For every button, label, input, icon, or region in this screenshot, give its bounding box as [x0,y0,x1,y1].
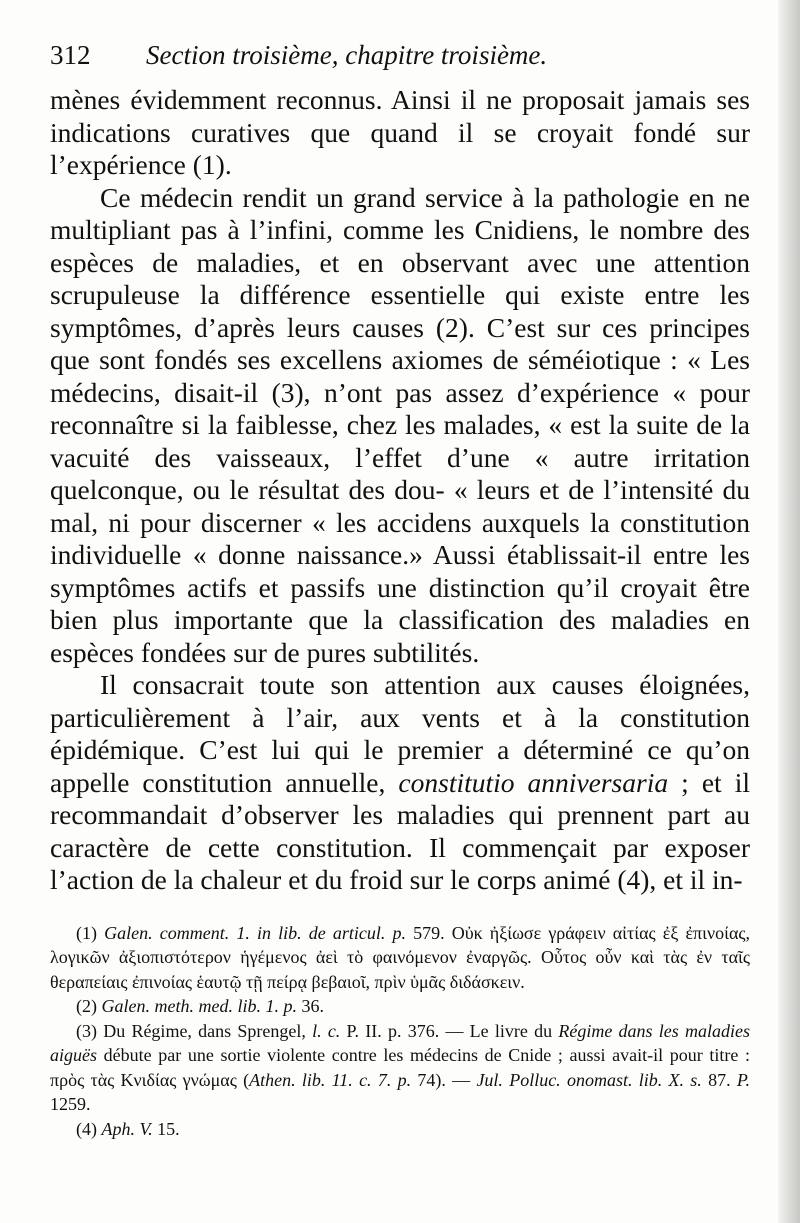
footnote-text-segment: Galen. meth. med. lib. 1. p. [101,996,297,1016]
footnote-text-segment: (2) [76,996,102,1016]
footnote-text-segment: 1259. [50,1094,91,1114]
page-number: 312 [50,40,91,70]
body-text [50,84,750,897]
footnote-text-segment: (1) [76,922,105,943]
page-edge-shadow [778,0,800,1223]
paragraph-1 [50,84,750,182]
paragraph-2 [50,182,750,670]
footnote-text-segment: Aph. V. [101,1118,153,1139]
footnote-text-segment: Athen. lib. 11. c. 7. p. [249,1069,412,1090]
footnotes [50,921,750,1142]
footnote-text-segment: débute par une sortie violente contre les médecins de Cnide ; aussi avait-il pour titre : πρὸς τὰς Κνιδίας γνώμας ( [50,1045,750,1090]
text-segment: Ce médecin rendit un grand service à la pathologie en ne multipliant pas à l’infini, comme les Cnidiens, le nombre des espèces de maladies, et en observant avec une attention scrupuleuse la différence essentielle qui existe entre les symptômes, d’après leurs causes (2). C’est sur ces principes que sont fondés ses excellens axiomes de séméiotique : « Les médecins, disait-il (3), n’ont pas assez d’expérience « pour reconnaître si la faiblesse, chez les malades, « est la suite de la vacuité des vaisseaux, l’effet d’une « autre irritation quelconque, ou le résultat des dou- « leurs et de l’intensité du mal, ni pour discerner « les accidens auxquels la constitution individuelle « donne naissance.» Aussi établissait-il entre les symptômes actifs et passifs une distinction qu’il croyait être bien plus importante que la classification des maladies en espèces fondées sur de pures subtilités. [50,181,750,668]
page-content [50,40,750,1141]
running-title: Section troisième, chapitre troisième. [146,40,548,70]
footnote-text-segment: 74). — [411,1069,477,1090]
paragraph-3 [50,669,750,897]
text-segment: mènes évidemment reconnus. Ainsi il ne proposait jamais ses indications curatives que quand il se croyait fondé sur l’expérience (1). [50,84,750,180]
footnote-text-segment: Régime dans les maladies aiguës [50,1020,750,1065]
footnote-text-segment: l. c. [312,1020,341,1041]
text-segment: ; et il recommandait d’observer les maladies qui prennent part au caractère de cette constitution. Il commençait par exposer l’action de la chaleur et du froid sur le corps animé (4), et il in- [50,766,750,895]
footnote-text-segment: 36. [296,996,324,1016]
footnote-text-segment: P. [736,1069,751,1090]
footnote-3 [50,1019,750,1117]
footnote-4 [50,1117,750,1142]
footnote-text-segment: (3) Du Régime, dans Sprengel, [76,1020,313,1041]
footnote-text-segment: Jul. Polluc. onomast. lib. X. s. [476,1069,702,1090]
text-segment: Il consacrait toute son attention aux causes éloignées, particulièrement à l’air, aux vents et à la constitution épidémique. C’est lui qui le premier a déterminé ce qu’on appelle constitution annuelle, [50,669,750,798]
footnote-text-segment: 87. [701,1069,737,1090]
footnote-1 [50,921,750,995]
footnote-text-segment: Galen. comment. 1. in lib. de articul. p. [104,922,406,943]
footnote-text-segment: (4) [76,1118,102,1139]
running-header [50,40,750,84]
footnote-text-segment: 15. [152,1118,180,1139]
footnote-2 [50,994,750,1019]
footnote-text-segment: 579. Οὐκ ἠξίωσε γράφειν αἰτίας ἐξ ἐπινοίας, λογικῶν ἀξιοπιστότερον ἡγέμενος ἀεὶ τὸ φαινόμενον ἐναργῶς. Οὗτος οὖν καὶ τὰς ἐν ταῖς θεραπείαις ἐπινοίας ἑαυτῷ τῇ πείρᾳ βεβαιοῖ, πρὶν ὑμᾶς διδάσκειν. [50,922,751,992]
footnote-text-segment: P. II. p. 376. — Le livre du [340,1020,559,1041]
text-segment: constitutio anniversaria [398,766,669,798]
